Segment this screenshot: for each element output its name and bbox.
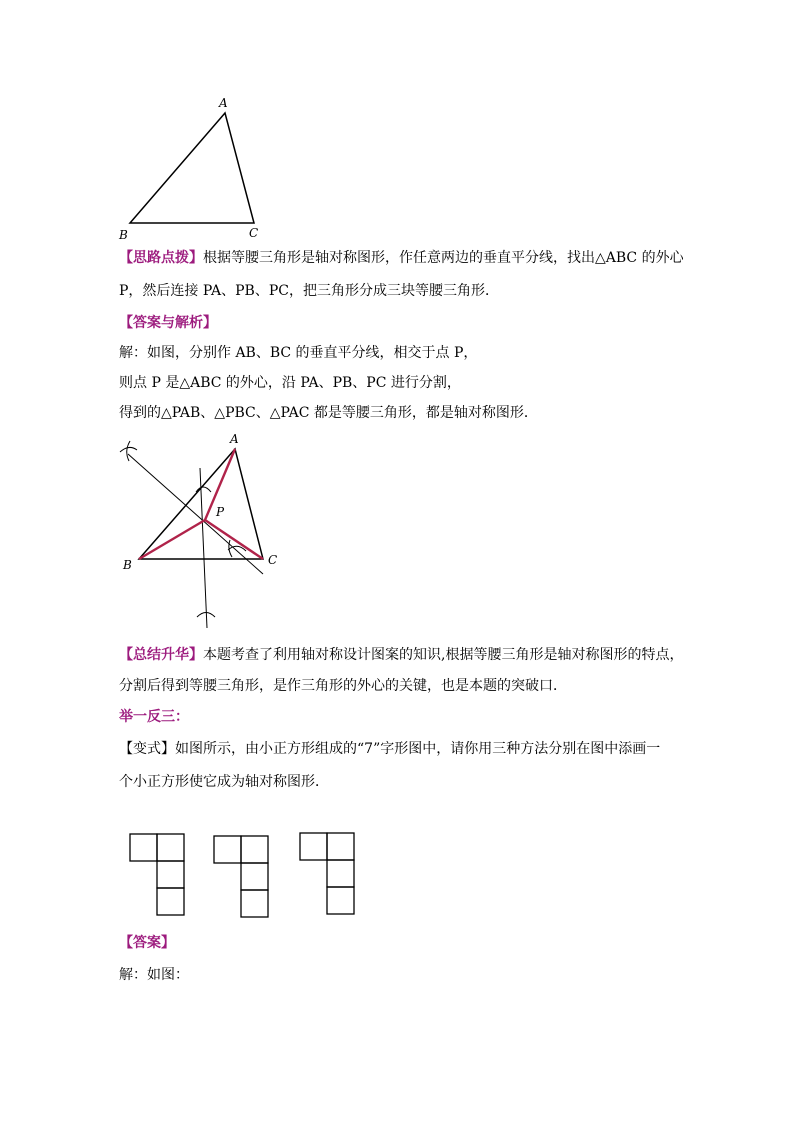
answer2-line-1 — [119, 965, 189, 985]
practice-text-1: 【变式】如图所示，由小正方形组成的“7”字形图中，请你用三种方法分别在图中添画一 — [119, 741, 661, 757]
analysis-text-2: 则点 P 是△ABC 的外心，沿 PA、PB、PC 进行分割， — [119, 375, 461, 391]
analysis-text-1: 解：如图，分别作 AB、BC 的垂直平分线，相交于点 P， — [119, 345, 478, 361]
label-a: A — [219, 96, 228, 110]
analysis-line-2 — [119, 373, 461, 393]
hint-text-2: P，然后连接 PA、PB、PC，把三角形分成三块等腰三角形． — [119, 283, 499, 299]
summary-text-2: 分割后得到等腰三角形，是作三角形的外心的关键，也是本题的突破口． — [119, 678, 567, 694]
seven-grid-1 — [130, 834, 184, 915]
practice-text-2: 个小正方形使它成为轴对称图形． — [119, 774, 329, 790]
analysis-text-3: 得到的△PAB、△PBC、△PAC 都是等腰三角形，都是轴对称图形． — [119, 405, 538, 421]
hint-text-1: 根据等腰三角形是轴对称图形，作任意两边的垂直平分线，找出△ABC 的外心 — [203, 250, 684, 266]
bisector-bc — [200, 468, 207, 628]
answer2-text-1: 解：如图： — [119, 967, 189, 983]
arc-mark-2 — [127, 441, 130, 461]
construction-figure — [110, 430, 290, 635]
answer2-tag-line — [119, 933, 175, 953]
label-p: P — [216, 505, 225, 519]
summary-line-2 — [119, 676, 567, 696]
seven-grids — [120, 826, 370, 921]
label-c-2: C — [268, 553, 278, 567]
hint-tag: 【思路点拨】 — [119, 250, 203, 266]
triangle-abc-2 — [139, 449, 263, 559]
practice-line-1 — [119, 739, 660, 759]
practice-title-line — [119, 707, 189, 727]
analysis-line-1 — [119, 343, 477, 363]
analysis-line-3 — [119, 403, 538, 423]
answer-analysis-tag: 【答案与解析】 — [119, 315, 217, 331]
segment-pb — [139, 520, 205, 559]
label-b: B — [119, 228, 128, 242]
answer-analysis-tag-line — [119, 313, 217, 333]
arc-mark-1 — [120, 447, 137, 452]
bisector-ab — [128, 454, 263, 574]
summary-tag: 【总结升华】 — [119, 647, 203, 663]
summary-text-1: 本题考查了利用轴对称设计图案的知识,根据等腰三角形是轴对称图形的特点， — [203, 647, 684, 663]
seven-grid-3 — [300, 833, 354, 914]
answer2-tag: 【答案】 — [119, 935, 175, 951]
seven-grid-2 — [214, 836, 268, 917]
summary-line-1 — [119, 645, 683, 665]
hint-line-1 — [119, 248, 684, 268]
triangle-figure — [110, 92, 280, 244]
triangle-abc — [130, 113, 254, 223]
label-a-2: A — [230, 432, 239, 446]
practice-title: 举一反三： — [119, 709, 189, 725]
label-b-2: B — [123, 558, 132, 572]
hint-line-2 — [119, 281, 499, 301]
label-c: C — [249, 226, 259, 240]
practice-line-2 — [119, 772, 329, 792]
